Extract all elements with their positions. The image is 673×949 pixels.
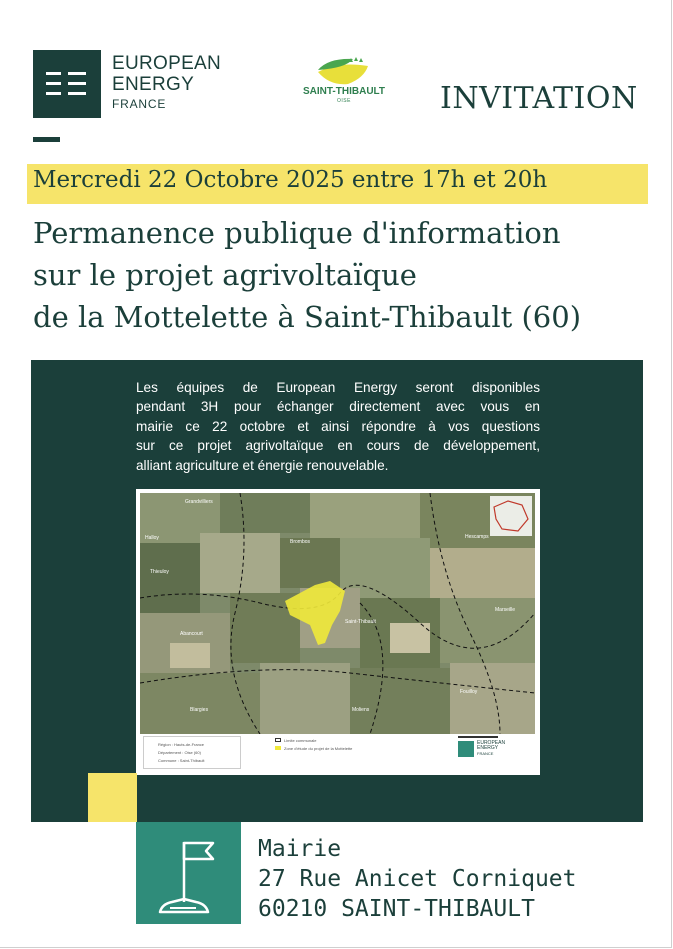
- partner-sub: OISE: [337, 98, 351, 104]
- legend-boundary-label: Limite communale: [284, 738, 317, 743]
- map-label-halloy: Halloy: [145, 535, 159, 541]
- map-info-box: [143, 736, 241, 769]
- map-info-region: Région : Hauts-de-France: [158, 742, 205, 747]
- map-label-abancourt: Abancourt: [180, 631, 203, 637]
- map-ee-brand-1: EUROPEAN: [477, 740, 506, 746]
- map-label-brombos: Brombos: [290, 539, 311, 545]
- event-date: Mercredi 22 Octobre 2025 entre 17h et 20h: [33, 167, 548, 193]
- map-ee-brand: [477, 741, 505, 756]
- decorative-yellow-square: [88, 773, 137, 822]
- map-info-department: Département : Oise (60): [158, 750, 201, 755]
- map-ee-brand-3: FRANCE: [477, 751, 494, 756]
- partner-name: SAINT-THIBAULT: [302, 86, 386, 97]
- intro-line-2: pendant 3H pour échanger directement avec vous en: [136, 399, 540, 415]
- map-scale-bar: [458, 736, 498, 738]
- flag-icon: [136, 822, 241, 924]
- legend-zone-swatch: [275, 746, 281, 750]
- intro-text: [136, 378, 540, 475]
- title-line-1: Permanence publique d'information: [33, 216, 561, 250]
- brand-underline: [33, 137, 60, 142]
- invitation-heading: INVITATION: [440, 81, 638, 116]
- address-line-2: 27 Rue Anicet Corniquet: [258, 866, 577, 892]
- map-ee-brand-2: ENERGY: [477, 745, 499, 751]
- map-label-blargies: Blargies: [190, 707, 209, 713]
- map-label-saint-thibault: Saint-Thibault: [345, 619, 376, 625]
- intro-line-4: sur ce projet agrivoltaïque en cours de développement,: [136, 438, 540, 454]
- map-label-thieuloy: Thieuloy: [150, 569, 169, 575]
- map-ee-logo: [458, 741, 474, 757]
- brand-line-1: EUROPEAN: [112, 53, 222, 74]
- title-line-3: de la Mottelette à Saint-Thibault (60): [33, 300, 582, 334]
- brand-line-3: FRANCE: [112, 97, 167, 111]
- brand-name: [112, 54, 221, 110]
- map-label-fouilloy: Fouilloy: [460, 689, 478, 695]
- event-address: [258, 834, 577, 924]
- event-title: [33, 212, 653, 338]
- intro-line-5: alliant agriculture et énergie renouvelable.: [136, 457, 389, 473]
- address-line-1: Mairie: [258, 836, 342, 862]
- map-label-grandvilliers: Grandvilliers: [185, 499, 213, 505]
- title-line-2: sur le projet agrivoltaïque: [33, 258, 417, 292]
- map-label-marseille: Marseille: [495, 607, 516, 613]
- legend-boundary-swatch: [275, 738, 281, 742]
- aerial-map-image: [140, 493, 535, 734]
- map-label-moliens: Moliens: [352, 707, 370, 713]
- map-label-hescamps: Hescamps: [465, 534, 489, 540]
- legend-zone-label: Zone d'étude du projet de la Mottelette: [284, 746, 353, 751]
- european-energy-logo: [33, 50, 101, 118]
- intro-line-3: mairie ce 22 octobre et ainsi répondre à vos questions: [136, 418, 540, 434]
- brand-line-2: ENERGY: [112, 74, 195, 95]
- project-map: [136, 489, 540, 775]
- location-flag-icon: [136, 822, 241, 924]
- intro-line-1: Les équipes de European Energy seront disponibles: [136, 380, 540, 395]
- address-line-3: 60210 SAINT-THIBAULT: [258, 896, 535, 922]
- map-info-commune: Commune : Saint-Thibault: [158, 758, 205, 763]
